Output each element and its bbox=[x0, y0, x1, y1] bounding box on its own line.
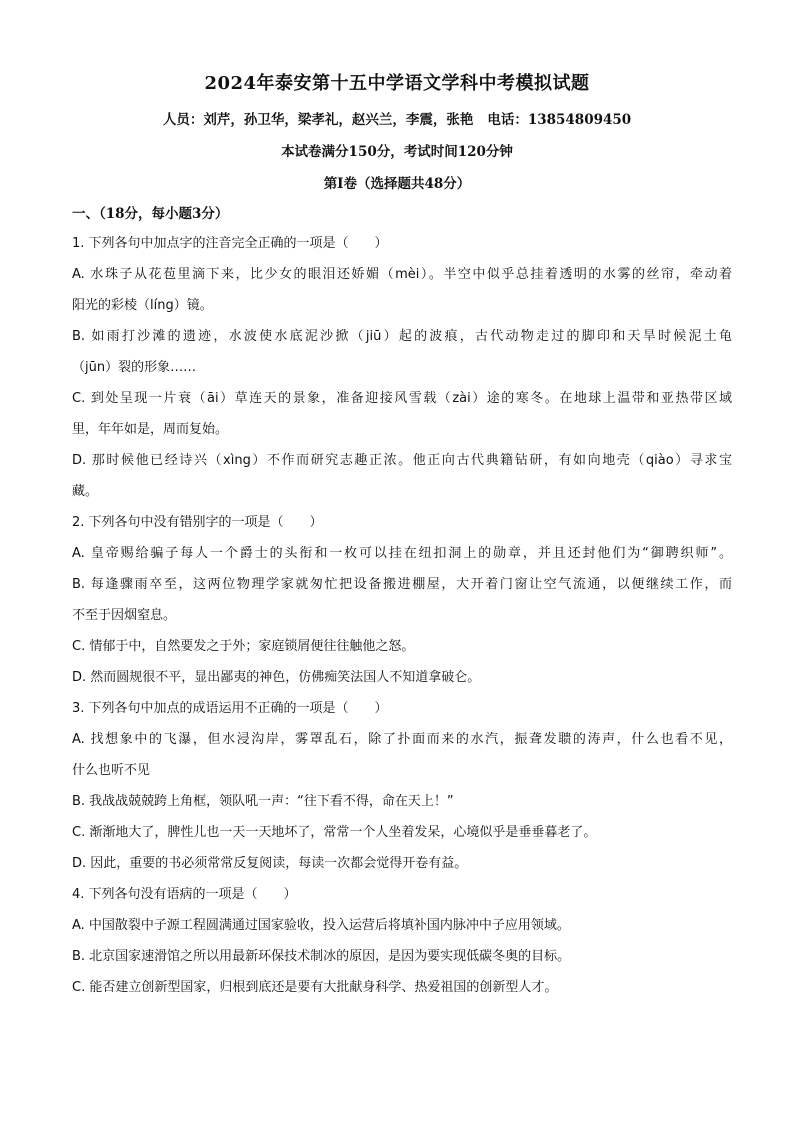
volume-heading: 第Ⅰ卷（选择题共48分） bbox=[323, 176, 471, 192]
q3-option-d: D. 因此，重要的书必须常常反复阅读，每读一次都会觉得开卷有益。 bbox=[72, 856, 468, 871]
q3-option-a-line1: A. 找想象中的飞瀑，但水浸沟岸，雾罩乱石，除了扑面而来的水汽，振聋发聩的涛声，什么也看不见， bbox=[72, 732, 732, 747]
people-list: 人员：刘芹，孙卫华，梁孝礼，赵兴兰，李震，张艳 bbox=[162, 112, 474, 128]
q1-option-b-line1: B. 如雨打沙滩的遗迹，水波使水底泥沙掀（jiū）起的波痕，古代动物走过的脚印和天旱时候泥土龟 bbox=[72, 329, 732, 344]
question-2-stem: 2. 下列各句中没有错别字的一项是（ ） bbox=[72, 515, 323, 530]
q2-option-a: A. 皇帝赐给骗子每人一个爵士的头衔和一枚可以挂在纽扣洞上的勋章，并且还封他们为“御聘织师”。 bbox=[72, 546, 732, 561]
question-4-stem: 4. 下列各句没有语病的一项是（ ） bbox=[72, 887, 297, 902]
q3-option-a-line2: 什么也听不见 bbox=[72, 763, 151, 778]
author-info bbox=[0, 108, 794, 128]
q1-option-a-line2: 阳光的彩棱（líng）镜。 bbox=[72, 298, 213, 313]
q1-option-d-line2: 藏。 bbox=[72, 484, 99, 499]
q1-option-a-line1: A. 水珠子从花苞里滴下来，比少女的眼泪还娇媚（mèi）。半空中似乎总挂着透明的水雾的丝帘，牵动着 bbox=[72, 267, 732, 282]
q2-option-c: C. 情郁于中，自然要发之于外；家庭锁屑便往往触他之怒。 bbox=[72, 639, 415, 654]
q4-option-b: B. 北京国家速滑馆之所以用最新环保技术制冰的原因，是因为要实现低碳冬奥的目标。 bbox=[72, 949, 571, 964]
question-3-stem: 3. 下列各句中加点的成语运用不正确的一项是（ ） bbox=[72, 701, 388, 716]
q1-option-c-line1: C. 到处呈现一片衰（āi）草连天的景象，准备迎接风雪载（zài）途的寒冬。在地球上温带和亚热带区域 bbox=[72, 391, 732, 406]
q4-option-c: C. 能否建立创新型国家，归根到底还是要有大批献身科学、热爱祖国的创新型人才。 bbox=[72, 980, 558, 995]
q2-option-d: D. 然而圆规很不平，显出鄙夷的神色，仿佛痴笑法国人不知道拿破仑。 bbox=[72, 670, 481, 685]
q3-option-b: B. 我战战兢兢跨上角框，领队吼一声：“往下看不得，命在天上！” bbox=[72, 794, 454, 809]
q4-option-a: A. 中国散裂中子源工程圆满通过国家验收，投入运营后将填补国内脉冲中子应用领域。 bbox=[72, 918, 570, 933]
q2-option-b-line2: 不至于因烟窒息。 bbox=[72, 608, 177, 623]
q2-option-b-line1: B. 每逢骤雨卒至，这两位物理学家就匆忙把设备搬进棚屋，大开着门窗让空气流通，以便继续工作，而 bbox=[72, 577, 732, 592]
q3-option-c: C. 渐渐地大了，脾性儿也一天一天地坏了，常常一个人坐着发呆，心境似乎是垂垂暮老了。 bbox=[72, 825, 597, 840]
q1-option-b-line2: （jūn）裂的形象…… bbox=[72, 360, 197, 375]
q1-option-d-line1: D. 那时候他已经诗兴（xìng）不作而研究志趣正浓。他正向古代典籍钻研，有如向地壳（qiào）寻求宝 bbox=[72, 453, 732, 468]
question-1-stem: 1. 下列各句中加点字的注音完全正确的一项是（ ） bbox=[72, 236, 388, 251]
exam-score-time: 本试卷满分150分，考试时间120分钟 bbox=[281, 144, 513, 160]
phone-number: 电话：13854809450 bbox=[487, 112, 632, 128]
section-heading: 一、（18分，每小题3分） bbox=[72, 206, 229, 222]
exam-title: 2024年泰安第十五中学语文学科中考模拟试题 bbox=[204, 73, 590, 94]
q1-option-c-line2: 里，年年如是，周而复始。 bbox=[72, 422, 229, 437]
